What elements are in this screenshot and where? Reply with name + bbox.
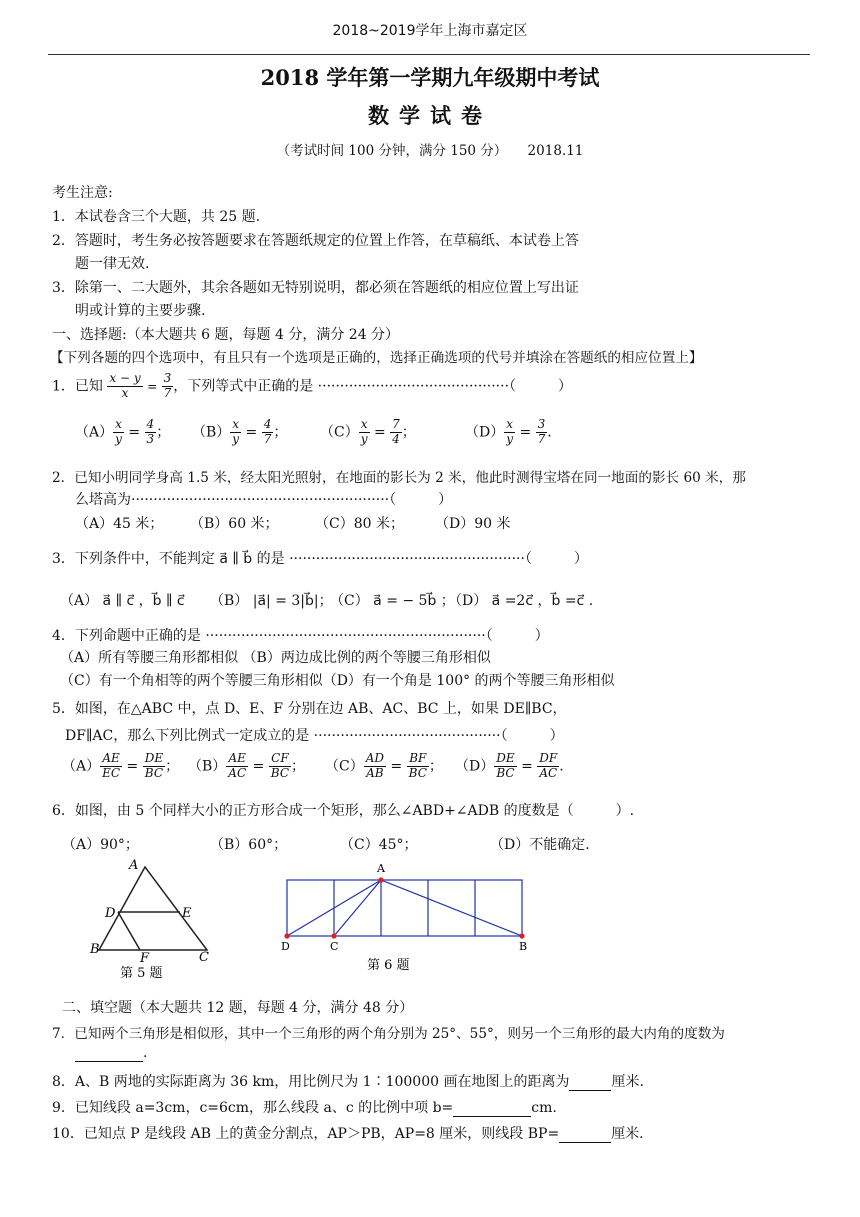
section2-heading: 二、填空题（本大题共 12 题，每题 4 分，满分 48 分） [62,1000,414,1016]
label-e: E [182,906,192,921]
label-c: C [330,940,339,953]
header-divider [48,54,810,55]
q6-option-c: （C）45°； [340,837,418,853]
label-c: C [199,950,209,965]
notice-heading: 考生注意: [52,185,113,201]
exam-subtitle: 数学试卷 [368,103,492,128]
q1-option-b: （B） $\frac{x}{y}$ = $\frac{4}{7}$ ； [192,417,288,446]
label-b: B [90,942,100,957]
notice-item: 题一律无效. [75,256,150,272]
question-7: 7．已知两个三角形是相似形，其中一个三角形的两个角分别为 25°、55°，则另一个三角形的最大内角的度数为 [52,1026,725,1042]
label-b: B [519,940,528,953]
q6-option-a: （A）90°； [62,837,139,853]
answer-blank[interactable] [453,1100,531,1117]
answer-blank[interactable] [75,1045,143,1062]
point-d [284,933,289,938]
segment-ab [381,880,522,936]
segment-df [118,912,140,950]
label-a: A [377,862,385,875]
question-4: 4．下列命题中正确的是 ·······························································（ ） [52,628,549,644]
q2-option-d: （D）90 米 [435,516,511,532]
q3-option-d: （D） a⃗ =2c⃗ ，b⃗ =c⃗ . [448,593,594,609]
fraction: $\frac{3}{7}$ [163,371,172,400]
exam-title: 2018 学年第一学期九年级期中考试 [260,65,600,90]
answer-blank[interactable] [569,1074,611,1091]
question-2-cont: 么塔高为··························································（ ） [75,492,453,508]
q2-option-c: （C）80 米； [315,516,404,532]
q2-option-b: （B）60 米； [190,516,279,532]
q1-option-a: （A） $\frac{x}{y}$ = $\frac{4}{3}$ ； [75,417,171,446]
point-c [331,933,336,938]
q3-option-b: （B） |a⃗| = 3|b⃗|； [210,593,333,609]
notice-item: 明或计算的主要步骤. [75,303,206,319]
point-a [378,877,383,882]
fraction: $\frac{x - y}{x}$ [109,371,141,400]
q3-option-c: （C） a⃗ = − 5b⃗ ； [330,593,455,609]
section1-heading: 一、选择题:（本大题共 6 题，每题 4 分，满分 24 分） [52,327,400,343]
q3-option-a: （A） a⃗ ∥ c⃗ ，b⃗ ∥ c⃗ [60,593,185,609]
exam-info: （考试时间 100 分钟，满分 150 分） 2018.11 [276,143,584,159]
page-header: 2018~2019学年上海市嘉定区 [332,23,528,39]
point-b [519,933,524,938]
question-6: 6．如图，由 5 个同样大小的正方形合成一个矩形，那么∠ABD+∠ADB 的度数是（ ）. [52,803,635,819]
figure-6-caption: 第 6 题 [367,958,410,973]
q5-option-a: （A） $\frac{AE}{EC}$ = $\frac{DE}{BC}$ ； [62,751,180,780]
question-5: 5．如图，在△ABC 中，点 D、E、F 分别在边 AB、AC、BC 上，如果 DE∥BC， [52,701,567,717]
q2-option-a: （A）45 米； [75,516,164,532]
q5-option-b: （B） $\frac{AE}{AC}$ = $\frac{CF}{BC}$ ； [188,751,306,780]
label-d: D [281,940,290,953]
question-7-cont: . [75,1045,147,1062]
label-f: F [140,951,150,966]
question-1: 1．已知 $\frac{x - y}{x}$ = $\frac{3}{7}$ ，下列等式中正确的是 ···········································（ ） [52,371,573,400]
question-8: 8．A、B 两地的实际距离为 36 km，用比例尺为 1∶100000 画在地图上的距离为 厘米. [52,1074,644,1090]
question-3: 3．下列条件中，不能判定 a⃗ ∥ b⃗ 的是 ·····················································（ ） [52,551,588,567]
q5-option-d: （D） $\frac{DE}{BC}$ = $\frac{DF}{AC}$ . [455,751,564,780]
q1-option-c: （C） $\frac{x}{y}$ = $\frac{7}{4}$ ； [320,417,416,446]
figure-6 [275,858,540,978]
notice-item: 1．本试卷含三个大题，共 25 题. [52,209,261,225]
label-d: D [105,906,116,921]
question-5-cont: DF∥AC，那么下列比例式一定成立的是 ··········································（ ） [65,728,564,744]
rectangle [287,880,522,936]
q5-option-c: （C） $\frac{AD}{AB}$ = $\frac{BF}{BC}$ ； [325,751,443,780]
answer-blank[interactable] [559,1126,611,1143]
question-2: 2．已知小明同学身高 1.5 米，经太阳光照射，在地面的影长为 2 米，他此时测得宝塔在同一地面的影长 60 米，那 [52,470,746,486]
label-a: A [129,858,139,873]
q4-options-cd: （C）有一个角相等的两个等腰三角形相似（D）有一个角是 100° 的两个等腰三角形相似 [60,673,615,689]
question-10: 10．已知点 P 是线段 AB 上的黄金分割点，AP＞PB，AP=8 厘米，则线段 BP= 厘米. [52,1126,644,1142]
segment-ac [334,880,381,936]
notice-item: 2．答题时，考生务必按答题要求在答题纸规定的位置上作答，在草稿纸、本试卷上答 [52,233,579,249]
notice-item: 3．除第一、二大题外，其余各题如无特别说明，都必须在答题纸的相应位置上写出证 [52,280,579,296]
figure-5-caption: 第 5 题 [120,966,163,981]
q4-options-ab: （A）所有等腰三角形都相似 （B）两边成比例的两个等腰三角形相似 [60,650,491,666]
figure-5 [85,855,225,985]
q1-option-d: （D） $\frac{x}{y}$ = $\frac{3}{7}$ . [465,417,552,446]
q6-option-b: （B）60°； [210,837,288,853]
section1-instruction: 【下列各题的四个选项中，有且只有一个选项是正确的，选择正确选项的代号并填涂在答题纸的相应位置上】 [50,350,703,366]
question-9: 9．已知线段 a=3cm，c=6cm，那么线段 a、c 的比例中项 b= cm. [52,1100,557,1116]
q6-option-d: （D）不能确定. [490,837,590,853]
